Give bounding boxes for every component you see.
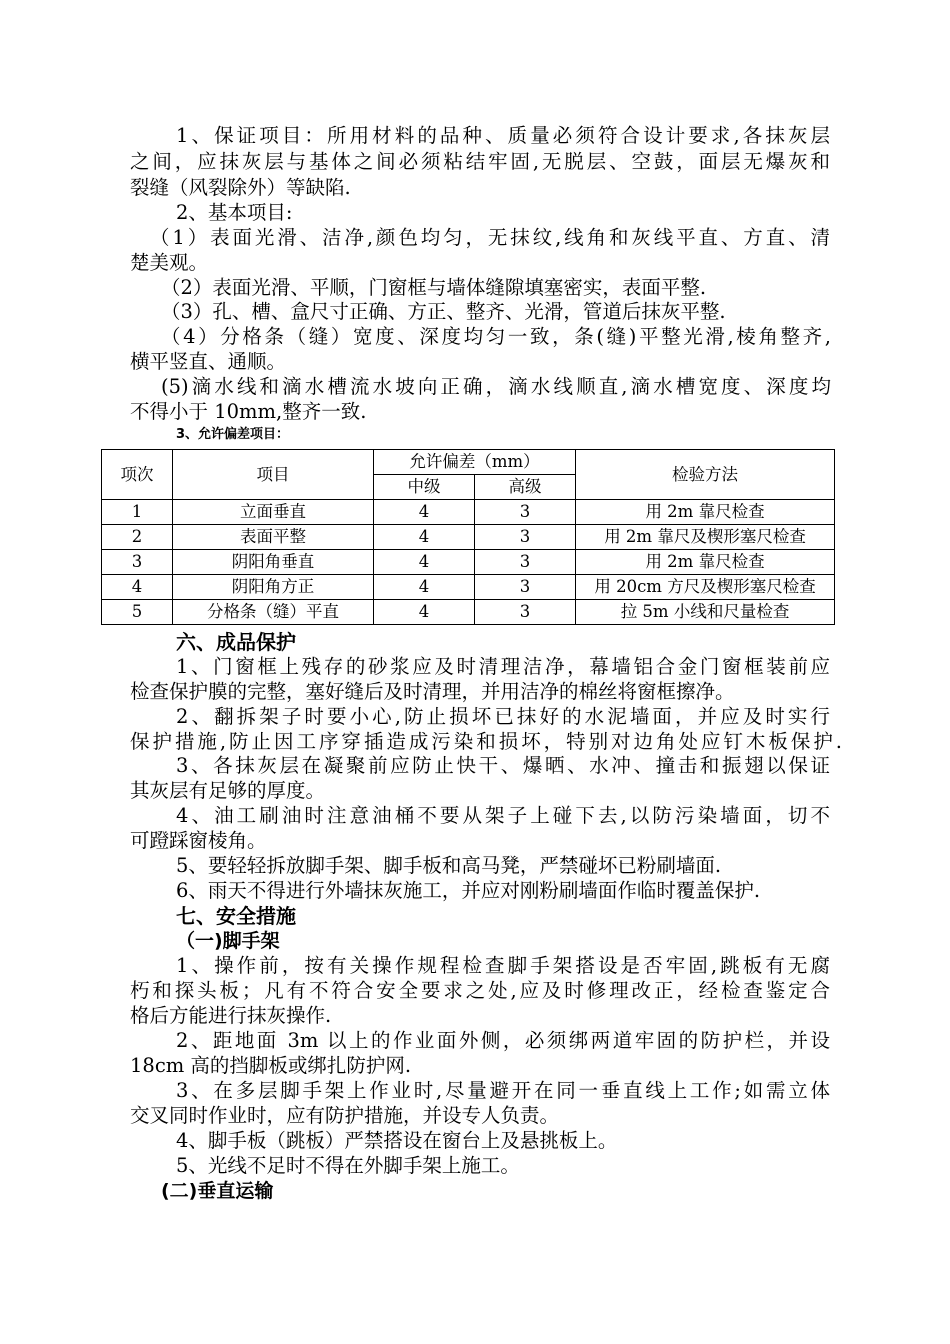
paragraph-line: 1、门窗框上残存的砂浆应及时清理洁净，幕墙铝合金门窗框装前应 <box>176 655 830 678</box>
table-title: 3、允许偏差项目： <box>176 427 290 442</box>
paragraph-line: 3、各抹灰层在凝聚前应防止快干、爆晒、水冲、撞击和振翅以保证 <box>176 754 830 777</box>
cell-item: 立面垂直 <box>173 500 374 525</box>
paragraph-line: 之间，应抹灰层与基体之间必须粘结牢固,无脱层、空鼓，面层无爆灰和 <box>130 150 830 173</box>
cell-item: 分格条（缝）平直 <box>173 600 374 625</box>
cell-no: 2 <box>102 525 173 550</box>
paragraph-line: 2、距地面 3m 以上的作业面外侧，必须绑两道牢固的防护栏，并设 <box>176 1029 830 1052</box>
paragraph-line: 裂缝（风裂除外）等缺陷. <box>130 176 351 199</box>
header-cell-high: 高级 <box>475 475 576 500</box>
header-cell-item: 项目 <box>173 450 374 500</box>
paragraph-line: 保护措施,防止因工序穿插造成污染和损坏，特别对边角处应钉木板保护. <box>130 730 842 753</box>
paragraph-line: 2、翻拆架子时要小心,防止损坏已抹好的水泥墙面，并应及时实行 <box>176 705 830 728</box>
cell-method: 拉 5m 小线和尺量检查 <box>576 600 835 625</box>
paragraph-line: 5、光线不足时不得在外脚手架上施工。 <box>176 1154 520 1177</box>
paragraph-line: （1）表面光滑、洁净,颜色均匀，无抹纹,线角和灰线平直、方直、清 <box>150 226 830 249</box>
cell-no: 1 <box>102 500 173 525</box>
paragraph-line: （3）孔、槽、盒尺寸正确、方正、整齐、光滑，管道后抹灰平整. <box>161 300 726 323</box>
section-heading: 七、安全措施 <box>176 904 296 928</box>
paragraph-line: （2）表面光滑、平顺，门窗框与墙体缝隙填塞密实，表面平整. <box>161 276 707 299</box>
paragraph-line: 18cm 高的挡脚板或绑扎防护网. <box>130 1054 412 1077</box>
tolerance-table <box>101 449 835 625</box>
paragraph-line: （4）分格条（缝）宽度、深度均匀一致，条(缝)平整光滑,棱角整齐, <box>161 325 831 348</box>
table-row <box>102 525 835 550</box>
paragraph-line: (5)滴水线和滴水槽流水坡向正确，滴水线顺直,滴水槽宽度、深度均 <box>161 375 831 398</box>
table-row <box>102 575 835 600</box>
paragraph-line: 6、雨天不得进行外墙抹灰施工，并应对刚粉刷墙面作临时覆盖保护. <box>176 879 761 902</box>
table-row <box>102 550 835 575</box>
paragraph-line: 横平竖直、通顺。 <box>130 350 287 373</box>
cell-mid: 4 <box>374 575 475 600</box>
cell-item: 阴阳角方正 <box>173 575 374 600</box>
header-cell-method: 检验方法 <box>576 450 835 500</box>
paragraph-line: 朽和探头板；凡有不符合安全要求之处,应及时修理改正，经检查鉴定合 <box>130 979 830 1002</box>
table-header-row <box>102 450 835 475</box>
cell-high: 3 <box>475 550 576 575</box>
cell-mid: 4 <box>374 500 475 525</box>
paragraph-line: 检查保护膜的完整，塞好缝后及时清理，并用洁净的棉丝将窗框擦净。 <box>130 680 735 703</box>
cell-mid: 4 <box>374 525 475 550</box>
paragraph-line: 交叉同时作业时，应有防护措施，并设专人负责。 <box>130 1104 560 1127</box>
header-cell-mid: 中级 <box>374 475 475 500</box>
paragraph-line: 1、操作前，按有关操作规程检查脚手架搭设是否牢固,跳板有无腐 <box>176 954 830 977</box>
cell-item: 表面平整 <box>173 525 374 550</box>
section-heading: 六、成品保护 <box>176 630 296 654</box>
paragraph-line: 2、基本项目: <box>176 201 293 224</box>
table-row <box>102 600 835 625</box>
paragraph-line: 1、保证项目：所用材料的品种、质量必须符合设计要求,各抹灰层 <box>176 124 830 147</box>
cell-no: 5 <box>102 600 173 625</box>
paragraph-line: 可蹬踩窗棱角。 <box>130 829 267 852</box>
paragraph-line: 不得小于 10mm,整齐一致. <box>130 400 367 423</box>
cell-mid: 4 <box>374 600 475 625</box>
cell-item: 阴阳角垂直 <box>173 550 374 575</box>
cell-mid: 4 <box>374 550 475 575</box>
subsection-heading: （一)脚手架 <box>176 930 280 952</box>
cell-high: 3 <box>475 500 576 525</box>
cell-method: 用 2m 靠尺检查 <box>576 550 835 575</box>
cell-method: 用 2m 靠尺及楔形塞尺检查 <box>576 525 835 550</box>
paragraph-line: 3、在多层脚手架上作业时,尽量避开在同一垂直线上工作;如需立体 <box>176 1079 830 1102</box>
header-cell-tolerance: 允许偏差（mm） <box>374 450 576 475</box>
paragraph-line: 5、要轻轻拆放脚手架、脚手板和高马凳，严禁碰坏已粉刷墙面. <box>176 854 722 877</box>
paragraph-line: 楚美观。 <box>130 251 209 274</box>
cell-no: 4 <box>102 575 173 600</box>
cell-high: 3 <box>475 600 576 625</box>
paragraph-line: 4、油工刷油时注意油桶不要从架子上碰下去,以防污染墙面，切不 <box>176 804 830 827</box>
cell-high: 3 <box>475 525 576 550</box>
cell-method: 用 20cm 方尺及楔形塞尺检查 <box>576 575 835 600</box>
paragraph-line: 4、脚手板（跳板）严禁搭设在窗台上及悬挑板上。 <box>176 1129 618 1152</box>
subsection-heading: (二)垂直运输 <box>161 1180 274 1202</box>
header-cell-no: 项次 <box>102 450 173 500</box>
cell-method: 用 2m 靠尺检查 <box>576 500 835 525</box>
paragraph-line: 格后方能进行抹灰操作. <box>130 1004 332 1027</box>
cell-no: 3 <box>102 550 173 575</box>
table-row <box>102 500 835 525</box>
cell-high: 3 <box>475 575 576 600</box>
paragraph-line: 其灰层有足够的厚度。 <box>130 779 326 802</box>
